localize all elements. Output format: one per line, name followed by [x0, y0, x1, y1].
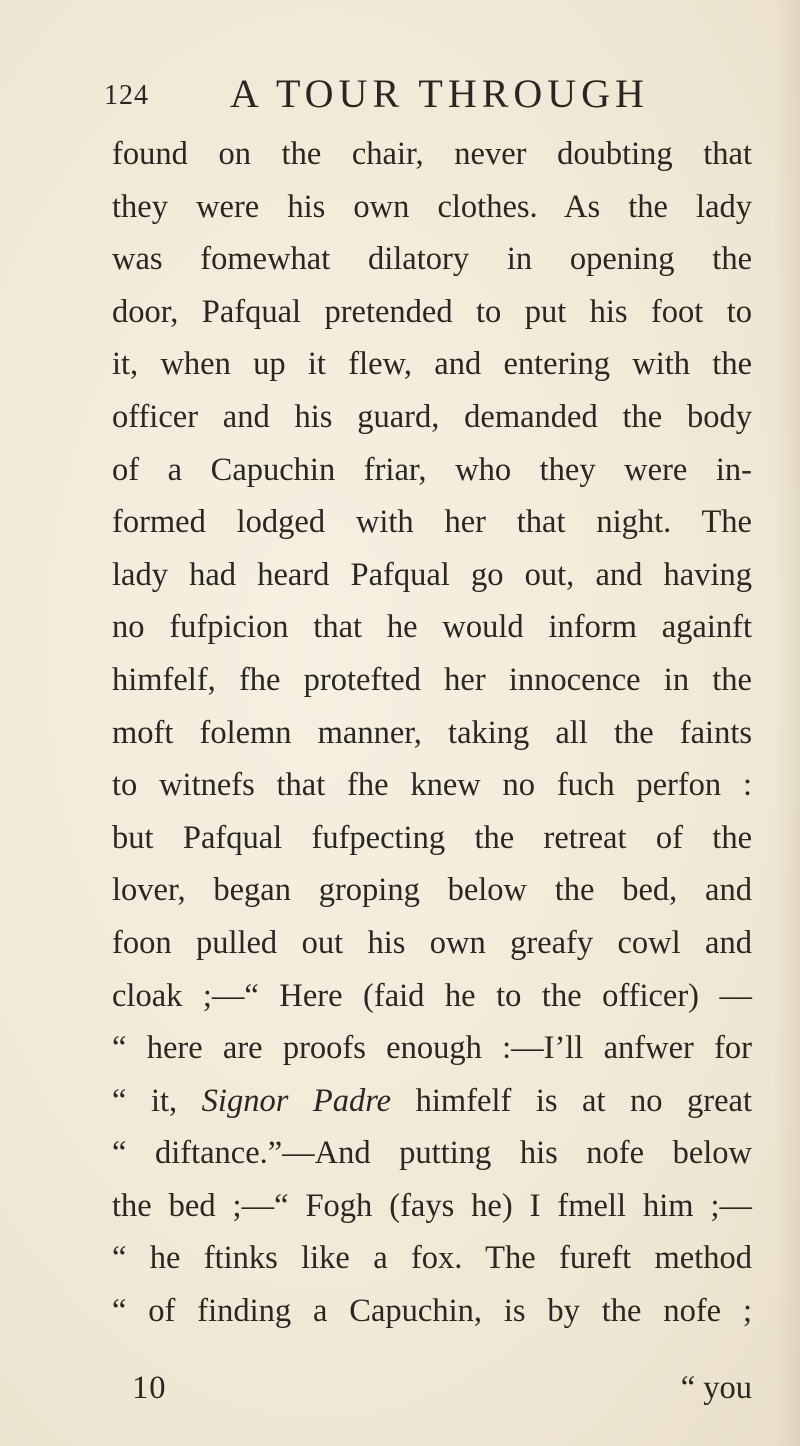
text-line: formed lodged with her that night. The	[112, 504, 752, 541]
text-line: officer and his guard, demanded the body	[112, 398, 752, 435]
text-line: lady had heard Pafqual go out, and having	[112, 556, 752, 593]
text-line: it, when up it flew, and entering with the	[112, 346, 752, 383]
catchword: “ you	[680, 1370, 752, 1406]
text-line: was fomewhat dilatory in opening the	[112, 241, 752, 278]
page-edge-shadow	[774, 0, 800, 1446]
signature-mark: 10	[132, 1370, 167, 1406]
text-line: found on the chair, never doubting that	[112, 136, 752, 172]
text-line: lover, began groping below the bed, and	[112, 872, 752, 909]
text-line: “ diftance.”—And putting his nofe below	[112, 1135, 752, 1172]
body-text	[112, 128, 752, 1338]
page-footer	[112, 1370, 752, 1422]
text-line: moft folemn manner, taking all the faints	[112, 714, 752, 751]
text-line: but Pafqual fufpecting the retreat of the	[112, 819, 752, 856]
text-line: no fufpicion that he would inform againft	[112, 609, 752, 646]
text-line: cloak ;—“ Here (faid he to the officer) —	[112, 977, 752, 1014]
text-line: himfelf, fhe protefted her innocence in the	[112, 661, 752, 698]
text-line: “ of finding a Capuchin, is by the nofe ;	[112, 1293, 752, 1330]
text-line: they were his own clothes. As the lady	[112, 188, 752, 225]
page-header	[104, 70, 744, 120]
text-line: foon pulled out his own greafy cowl and	[112, 924, 752, 961]
text-line: to witnefs that fhe knew no fuch perfon :	[112, 767, 752, 804]
text-line: the bed ;—“ Fogh (fays he) I fmell him ;—	[112, 1187, 752, 1224]
text-line: of a Capuchin friar, who they were in-	[112, 451, 752, 488]
italic-phrase: Signor Padre	[201, 1082, 392, 1119]
running-head: A TOUR THROUGH	[230, 71, 649, 116]
text-line: “ he ftinks like a fox. The fureft method	[112, 1240, 752, 1277]
text-line: “ it, Signor Padre himfelf is at no great	[112, 1082, 752, 1119]
text-line: “ here are proofs enough :—I’ll anfwer for	[112, 1030, 752, 1067]
text-line: door, Pafqual pretended to put his foot to	[112, 293, 752, 330]
page-number: 124	[104, 80, 149, 111]
